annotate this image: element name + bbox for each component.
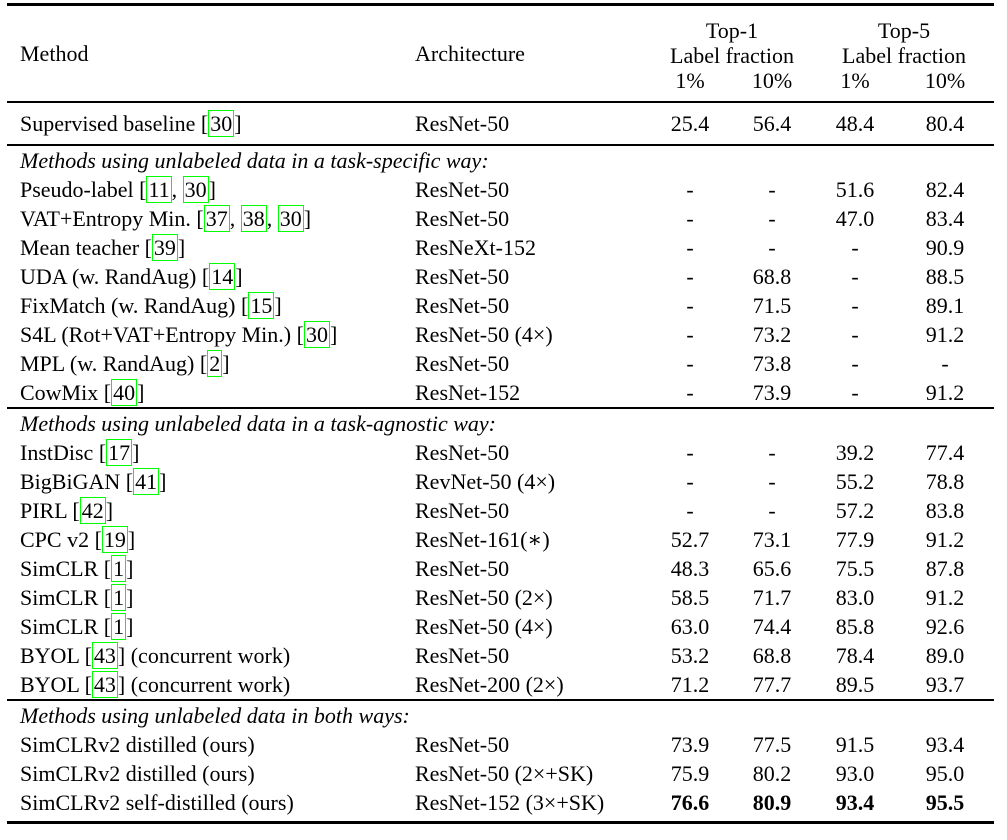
value-cell: 87.8: [925, 556, 965, 581]
table-section: [7, 409, 994, 699]
value-cell: -: [768, 206, 776, 231]
citation-link[interactable]: 42: [81, 498, 104, 523]
method-cell: CowMix [40]: [20, 380, 145, 405]
value-cell: 93.0: [835, 761, 875, 786]
col-header-top5-1pct: 1%: [840, 68, 870, 93]
table-row: [7, 670, 994, 699]
value-cell: 52.7: [670, 527, 710, 552]
bottom-rule: [7, 821, 994, 824]
architecture-cell: ResNet-50 (4×): [415, 614, 553, 639]
value-cell: -: [851, 322, 859, 347]
value-cell: 63.0: [670, 614, 710, 639]
value-cell: -: [686, 351, 694, 376]
method-cell: FixMatch (w. RandAug) [15]: [20, 293, 282, 318]
table-row: [7, 612, 994, 641]
value-cell: -: [851, 235, 859, 260]
col-group-top1: [650, 6, 814, 101]
architecture-cell: ResNet-50: [415, 293, 510, 318]
value-cell: 73.1: [752, 527, 792, 552]
value-cell: 91.2: [925, 585, 965, 610]
value-cell: 73.9: [670, 732, 710, 757]
value-cell: -: [851, 380, 859, 405]
value-cell: 91.2: [925, 527, 965, 552]
table-row: [7, 175, 994, 204]
value-cell: 39.2: [835, 440, 875, 465]
value-cell: -: [851, 293, 859, 318]
architecture-cell: ResNet-50: [415, 111, 510, 136]
value-cell: 89.0: [925, 643, 965, 668]
value-cell: 80.2: [752, 761, 792, 786]
citation-link[interactable]: 37: [205, 206, 228, 231]
table-row: [7, 759, 994, 788]
table-row: [7, 641, 994, 670]
table-row: [7, 788, 994, 817]
value-cell: 48.3: [670, 556, 710, 581]
section-label: Methods using unlabeled data in a task-agnostic way:: [20, 411, 496, 436]
value-cell: 71.7: [752, 585, 792, 610]
value-cell: 78.4: [835, 643, 875, 668]
value-cell: -: [686, 380, 694, 405]
citation-link[interactable]: 15: [250, 293, 273, 318]
value-cell: 82.4: [925, 177, 965, 202]
citation-link[interactable]: 40: [113, 380, 136, 405]
method-cell: UDA (w. RandAug) [14]: [20, 264, 243, 289]
architecture-cell: ResNet-152: [415, 380, 521, 405]
value-cell: 48.4: [835, 111, 875, 136]
table-section: [7, 103, 994, 144]
method-cell: PIRL [42]: [20, 498, 114, 523]
value-cell: 80.9: [752, 790, 792, 815]
col-group-top1-title: Top-1: [705, 18, 759, 43]
architecture-cell: ResNeXt-152: [415, 235, 536, 260]
value-cell: 83.8: [925, 498, 965, 523]
table-row: [7, 103, 994, 144]
section-label: Methods using unlabeled data in both ways:: [20, 703, 410, 728]
architecture-cell: ResNet-50: [415, 732, 510, 757]
value-cell: 73.9: [752, 380, 792, 405]
value-cell: 71.5: [752, 293, 792, 318]
value-cell: 77.7: [752, 672, 792, 697]
citation-link[interactable]: 1: [113, 614, 125, 639]
col-header-top5-10pct: 10%: [924, 68, 966, 93]
architecture-cell: ResNet-161(∗): [415, 527, 550, 552]
architecture-cell: ResNet-50 (2×+SK): [415, 761, 594, 786]
table-header: [7, 6, 994, 101]
method-cell: SimCLR [1]: [20, 556, 134, 581]
col-header-top1-10pct: 10%: [751, 68, 793, 93]
table-section: [7, 146, 994, 407]
table-row: [7, 438, 994, 467]
citation-link[interactable]: 38: [242, 206, 265, 231]
method-cell: SimCLRv2 distilled (ours): [20, 761, 255, 786]
table-row: [7, 378, 994, 407]
method-cell: VAT+Entropy Min. [37, 38, 30]: [20, 206, 312, 231]
architecture-cell: ResNet-50 (2×): [415, 585, 553, 610]
value-cell: 68.8: [752, 264, 792, 289]
value-cell: 91.2: [925, 322, 965, 347]
value-cell: -: [686, 498, 694, 523]
value-cell: -: [686, 264, 694, 289]
citation-link[interactable]: 30: [210, 111, 233, 136]
value-cell: -: [686, 293, 694, 318]
value-cell: 51.6: [835, 177, 875, 202]
method-cell: InstDisc [17]: [20, 440, 140, 465]
table-section: [7, 701, 994, 821]
architecture-cell: ResNet-50: [415, 206, 510, 231]
citation-link[interactable]: 41: [135, 469, 158, 494]
architecture-cell: ResNet-50: [415, 264, 510, 289]
value-cell: 91.5: [835, 732, 875, 757]
value-cell: 75.5: [835, 556, 875, 581]
method-cell: Pseudo-label [11, 30]: [20, 177, 216, 202]
table-row: [7, 554, 994, 583]
citation-link[interactable]: 39: [153, 235, 176, 260]
citation-link[interactable]: 14: [211, 264, 234, 289]
col-header-top1-1pct: 1%: [675, 68, 705, 93]
value-cell: 77.4: [925, 440, 965, 465]
architecture-cell: ResNet-50: [415, 351, 510, 376]
value-cell: -: [768, 469, 776, 494]
value-cell: -: [768, 235, 776, 260]
value-cell: -: [686, 235, 694, 260]
value-cell: -: [851, 351, 859, 376]
method-cell: BYOL [43] (concurrent work): [20, 643, 291, 668]
col-group-top1-subtitle: Label fraction: [670, 43, 794, 68]
table-row: [7, 496, 994, 525]
value-cell: 71.2: [670, 672, 710, 697]
method-cell: Mean teacher [39]: [20, 235, 186, 260]
value-cell: 73.8: [752, 351, 792, 376]
citation-link[interactable]: 30: [279, 206, 302, 231]
table-row: [7, 730, 994, 759]
table-row: [7, 349, 994, 378]
citation-link[interactable]: 30: [305, 322, 328, 347]
section-label: Methods using unlabeled data in a task-specific way:: [20, 148, 489, 173]
col-group-top5: [814, 6, 994, 101]
architecture-cell: ResNet-50: [415, 440, 510, 465]
value-cell: -: [686, 206, 694, 231]
method-cell: Supervised baseline [30]: [20, 111, 242, 136]
value-cell: 55.2: [835, 469, 875, 494]
citation-link[interactable]: 2: [209, 351, 221, 376]
results-table: [7, 3, 994, 824]
value-cell: -: [768, 498, 776, 523]
method-cell: BYOL [43] (concurrent work): [20, 672, 291, 697]
value-cell: 74.4: [752, 614, 792, 639]
value-cell: 93.4: [835, 790, 875, 815]
value-cell: -: [768, 440, 776, 465]
value-cell: 58.5: [670, 585, 710, 610]
value-cell: 93.4: [925, 732, 965, 757]
method-cell: SimCLR [1]: [20, 585, 134, 610]
architecture-cell: RevNet-50 (4×): [415, 469, 556, 494]
citation-link[interactable]: 43: [93, 643, 116, 668]
value-cell: 68.8: [752, 643, 792, 668]
table-row: [7, 204, 994, 233]
value-cell: 90.9: [925, 235, 965, 260]
architecture-cell: ResNet-50: [415, 556, 510, 581]
table-row: [7, 233, 994, 262]
architecture-cell: ResNet-50 (4×): [415, 322, 553, 347]
col-header-architecture: Architecture: [415, 40, 525, 66]
method-cell: SimCLR [1]: [20, 614, 134, 639]
method-cell: S4L (Rot+VAT+Entropy Min.) [30]: [20, 322, 338, 347]
table-row: [7, 291, 994, 320]
method-cell: MPL (w. RandAug) [2]: [20, 351, 230, 376]
table-row: [7, 262, 994, 291]
value-cell: 77.5: [752, 732, 792, 757]
value-cell: 65.6: [752, 556, 792, 581]
value-cell: 53.2: [670, 643, 710, 668]
value-cell: 56.4: [752, 111, 792, 136]
value-cell: 91.2: [925, 380, 965, 405]
citation-link[interactable]: 11: [148, 177, 170, 202]
value-cell: 95.0: [925, 761, 965, 786]
value-cell: -: [686, 177, 694, 202]
method-cell: SimCLRv2 distilled (ours): [20, 732, 255, 757]
citation-link[interactable]: 1: [113, 556, 125, 581]
value-cell: 73.2: [752, 322, 792, 347]
architecture-cell: ResNet-50: [415, 498, 510, 523]
value-cell: -: [851, 264, 859, 289]
method-cell: BigBiGAN [41]: [20, 469, 167, 494]
method-cell: SimCLRv2 self-distilled (ours): [20, 790, 294, 815]
citation-link[interactable]: 17: [108, 440, 131, 465]
value-cell: 57.2: [835, 498, 875, 523]
col-header-method: Method: [20, 40, 89, 66]
value-cell: 83.4: [925, 206, 965, 231]
value-cell: 92.6: [925, 614, 965, 639]
value-cell: 25.4: [670, 111, 710, 136]
table-row: [7, 320, 994, 349]
citation-link[interactable]: 19: [103, 527, 126, 552]
table-row: [7, 583, 994, 612]
value-cell: 77.9: [835, 527, 875, 552]
value-cell: 89.5: [835, 672, 875, 697]
architecture-cell: ResNet-50: [415, 177, 510, 202]
value-cell: 47.0: [835, 206, 875, 231]
citation-link[interactable]: 1: [113, 585, 125, 610]
table-body: [7, 103, 994, 821]
value-cell: 75.9: [670, 761, 710, 786]
value-cell: 95.5: [925, 790, 965, 815]
value-cell: 80.4: [925, 111, 965, 136]
value-cell: 85.8: [835, 614, 875, 639]
value-cell: 89.1: [925, 293, 965, 318]
table-row: [7, 525, 994, 554]
citation-link[interactable]: 43: [93, 672, 116, 697]
method-cell: CPC v2 [19]: [20, 527, 136, 552]
value-cell: -: [768, 177, 776, 202]
architecture-cell: ResNet-50: [415, 643, 510, 668]
value-cell: -: [686, 322, 694, 347]
value-cell: 78.8: [925, 469, 965, 494]
value-cell: 88.5: [925, 264, 965, 289]
value-cell: 93.7: [925, 672, 965, 697]
col-group-top5-subtitle: Label fraction: [842, 43, 966, 68]
architecture-cell: ResNet-200 (2×): [415, 672, 564, 697]
value-cell: -: [941, 351, 949, 376]
value-cell: -: [686, 469, 694, 494]
value-cell: 76.6: [670, 790, 710, 815]
value-cell: 83.0: [835, 585, 875, 610]
architecture-cell: ResNet-152 (3×+SK): [415, 790, 605, 815]
col-group-top5-title: Top-5: [877, 18, 931, 43]
citation-link[interactable]: 30: [184, 177, 207, 202]
value-cell: -: [686, 440, 694, 465]
table-row: [7, 467, 994, 496]
